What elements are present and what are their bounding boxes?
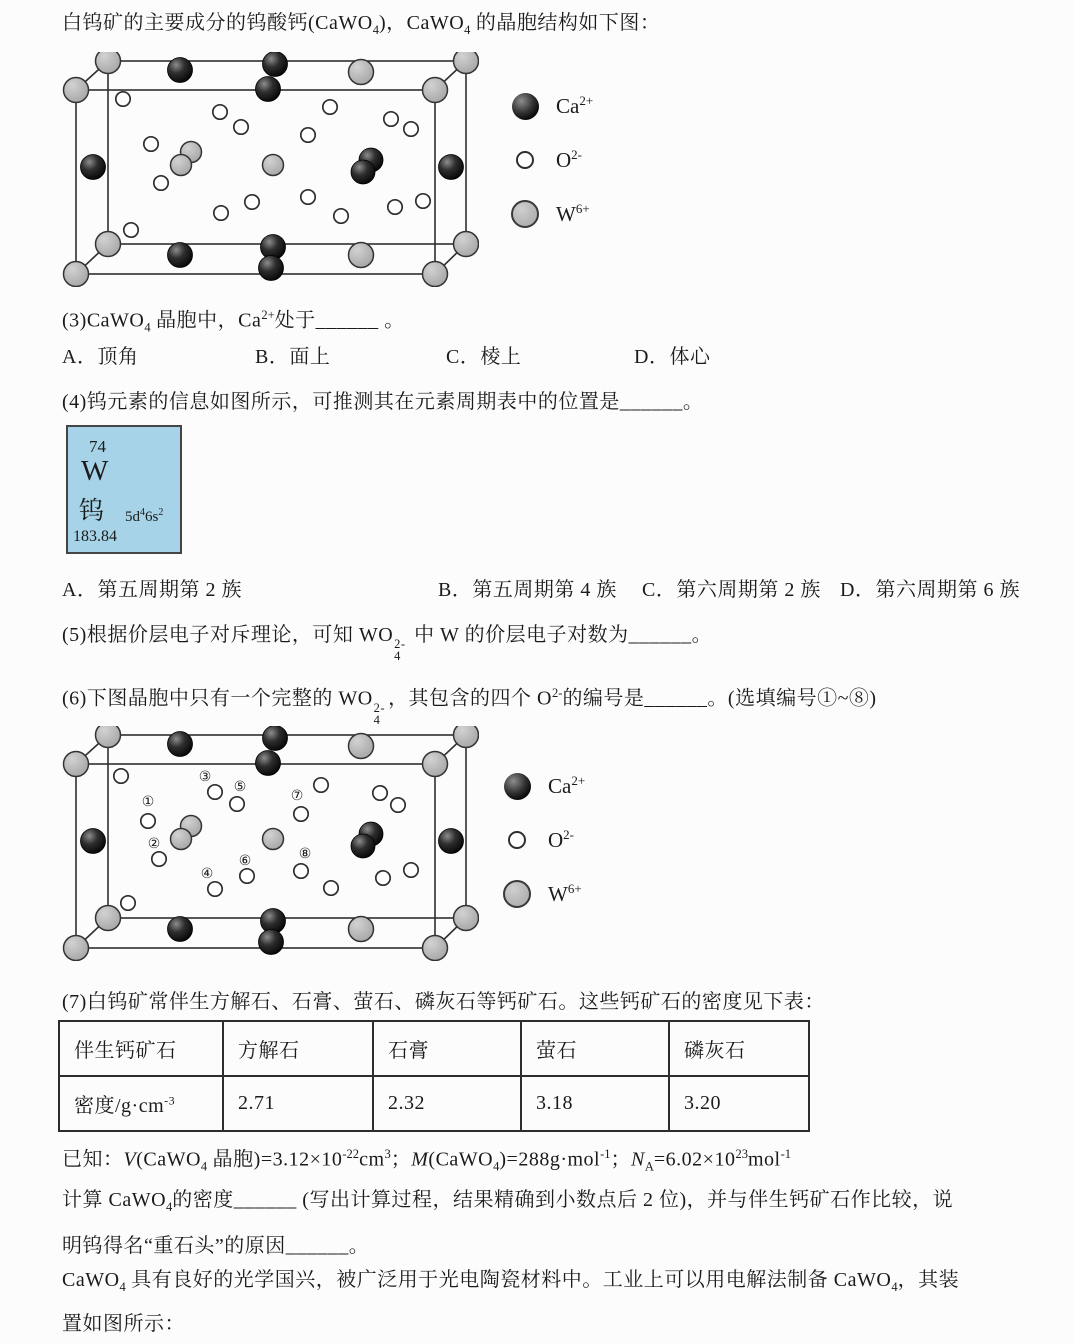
w-sphere <box>263 829 284 850</box>
option-3-d: D．体心 <box>634 346 711 368</box>
option-4-b: B．第五周期第 4 族 <box>438 579 617 601</box>
crystal-cell-diagram-2 <box>58 726 479 961</box>
legend-row-o <box>500 824 585 856</box>
value-cell: 2.32 <box>373 1076 521 1131</box>
o-sphere <box>416 194 430 208</box>
option-4-d: D．第六周期第 6 族 <box>840 579 1020 601</box>
o-sphere-numbered <box>240 869 254 883</box>
o-sphere-icon <box>508 831 526 849</box>
w-sphere-icon <box>511 200 539 228</box>
w-sphere <box>349 734 374 759</box>
w-sphere <box>171 155 192 176</box>
value-cell: 3.20 <box>669 1076 809 1131</box>
w-sphere <box>64 78 89 103</box>
o-sphere-numbered <box>152 852 166 866</box>
ca-sphere <box>439 829 464 854</box>
header-cell: 磷灰石 <box>669 1021 809 1076</box>
w-sphere <box>423 752 448 777</box>
w-sphere <box>171 829 192 850</box>
w-sphere <box>423 262 448 287</box>
table-header-row <box>59 1021 809 1076</box>
tile-symbol: W <box>81 455 109 487</box>
tile-atomic-number: 74 <box>89 437 106 456</box>
o-label-4: ④ <box>200 866 214 882</box>
w-sphere <box>263 155 284 176</box>
legend-w-label: $W^{6+}$ <box>556 201 590 226</box>
o-label-8: ⑧ <box>298 846 312 862</box>
legend-row-o <box>508 144 593 176</box>
w-sphere <box>64 262 89 287</box>
header-cell: 石膏 <box>373 1021 521 1076</box>
o-sphere-numbered <box>208 785 222 799</box>
ca-sphere <box>168 243 193 268</box>
w-sphere <box>454 906 479 931</box>
ca-sphere <box>259 930 284 955</box>
legend-row-w <box>500 878 585 910</box>
o-label-2: ② <box>147 836 161 852</box>
ca-sphere-icon <box>504 773 531 800</box>
closing-text-2: 置如图所示： <box>62 1313 185 1335</box>
element-tile-w <box>66 425 182 554</box>
o-sphere <box>301 128 315 142</box>
question-7-text: (7)白钨矿常伴生方解石、石膏、萤石、磷灰石等钙矿石。这些钙矿石的密度见下表： <box>62 991 825 1013</box>
row-label-cell: 密度$/g\cdot cm^{-3}$ <box>59 1076 223 1131</box>
o-sphere <box>391 798 405 812</box>
o-sphere <box>144 137 158 151</box>
o-sphere <box>116 92 130 106</box>
ca-sphere <box>168 58 193 83</box>
question-4-options <box>0 573 1074 601</box>
tile-electron-config: $5d^46s^2$ <box>125 507 164 525</box>
ca-sphere <box>168 917 193 942</box>
ca-sphere <box>81 829 106 854</box>
o-label-7: ⑦ <box>290 788 304 804</box>
option-4-c: C．第六周期第 2 族 <box>642 579 821 601</box>
ca-sphere <box>351 834 375 858</box>
option-3-a: A．顶角 <box>62 346 139 368</box>
o-sphere <box>404 863 418 877</box>
value-cell: 2.71 <box>223 1076 373 1131</box>
ca-sphere-icon <box>512 93 539 120</box>
calc-instruction-text-1: 计算 CaWO$_4$的密度______ (写出计算过程，结果精确到小数点后 2 位)，并与伴生钙矿石作比较，说 <box>62 1189 954 1214</box>
o-sphere-numbered <box>141 814 155 828</box>
o-sphere <box>314 778 328 792</box>
o-sphere-numbered <box>208 882 222 896</box>
ca-sphere <box>263 52 288 77</box>
o-sphere <box>213 105 227 119</box>
o-sphere-numbered <box>230 797 244 811</box>
o-label-5: ⑤ <box>233 779 247 795</box>
legend-1 <box>508 90 593 252</box>
tile-name: 钨 <box>79 498 105 525</box>
o-sphere <box>245 195 259 209</box>
density-table <box>58 1020 810 1132</box>
legend-ca-label: $Ca^{2+}$ <box>556 93 594 118</box>
w-sphere <box>454 726 479 748</box>
w-sphere <box>64 752 89 777</box>
question-5-text: (5)根据价层电子对斥理论，可知 WO 2- 4 中 W 的价层电子对数为______。 <box>62 624 713 663</box>
question-3-options <box>0 340 1074 368</box>
value-cell: 3.18 <box>521 1076 669 1131</box>
question-4-text: (4)钨元素的信息如图所示，可推测其在元素周期表中的位置是______。 <box>62 391 704 413</box>
legend-o-label: $O^{2-}$ <box>548 827 575 852</box>
header-cell: 伴生钙矿石 <box>59 1021 223 1076</box>
w-sphere-icon <box>503 880 531 908</box>
o-label-6: ⑥ <box>238 853 252 869</box>
option-3-b: B．面上 <box>255 346 331 368</box>
w-sphere <box>96 52 121 74</box>
ca-sphere <box>256 751 281 776</box>
o-sphere <box>373 786 387 800</box>
calc-instruction-text-2: 明钨得名“重石头”的原因______。 <box>62 1235 370 1257</box>
closing-text-1: CaWO$_4$ 具有良好的光学国兴，被广泛用于光电陶瓷材料中。工业上可以用电解法制备 CaWO$_4$，其装 <box>62 1269 960 1294</box>
o-sphere <box>376 871 390 885</box>
legend-row-w <box>508 198 593 230</box>
w-sphere <box>349 60 374 85</box>
o-sphere <box>214 206 228 220</box>
w-sphere <box>96 906 121 931</box>
o-sphere <box>234 120 248 134</box>
legend-row-ca <box>500 770 585 802</box>
o-sphere <box>154 176 168 190</box>
intro-text: 白钨矿的主要成分的钨酸钙(CaWO$_4$)，CaWO$_4$ 的晶胞结构如下图： <box>62 12 661 37</box>
w-sphere <box>423 936 448 961</box>
w-sphere <box>454 232 479 257</box>
header-cell: 萤石 <box>521 1021 669 1076</box>
o-sphere <box>384 112 398 126</box>
ca-sphere <box>439 155 464 180</box>
o-sphere-icon <box>516 151 534 169</box>
crystal-cell-diagram-1 <box>58 52 479 287</box>
legend-w-label: $W^{6+}$ <box>548 881 582 906</box>
w-sphere <box>349 917 374 942</box>
question-3-text: (3)CaWO$_4$ 晶胞中，$Ca^{2+}$处于______ 。 <box>62 308 405 335</box>
w-sphere <box>96 232 121 257</box>
o-sphere <box>404 122 418 136</box>
o-sphere <box>323 100 337 114</box>
question-6-text: (6)下图晶胞中只有一个完整的 WO 2- 4 ，其包含的四个 $O^{2-}$的编号是______。(选填编号①~⑧) <box>62 686 877 727</box>
w-sphere <box>349 243 374 268</box>
o-sphere <box>114 769 128 783</box>
o-sphere <box>301 190 315 204</box>
o-sphere <box>334 209 348 223</box>
o-sphere-numbered <box>294 864 308 878</box>
tile-atomic-mass: 183.84 <box>73 528 117 545</box>
ca-sphere <box>168 732 193 757</box>
o-sphere <box>388 200 402 214</box>
legend-2 <box>500 770 585 932</box>
w-sphere <box>64 936 89 961</box>
ca-sphere <box>81 155 106 180</box>
o-sphere <box>324 881 338 895</box>
o-sphere-numbered <box>294 807 308 821</box>
ca-sphere <box>256 77 281 102</box>
known-values-text: 已知：V(CaWO$_4$ 晶胞)$=3.12\times 10^{-22}cm^3$；M(CaWO$_4$)=288g·mol$^{-1}$；$N_A=6.02\times 10^{23}mol^{-1}$ <box>62 1147 791 1174</box>
legend-row-ca <box>508 90 593 122</box>
o-sphere <box>124 223 138 237</box>
option-4-a: A．第五周期第 2 族 <box>62 579 242 601</box>
legend-ca-label: $Ca^{2+}$ <box>548 773 586 798</box>
w-sphere <box>96 726 121 748</box>
table-value-row <box>59 1076 809 1131</box>
w-sphere <box>423 78 448 103</box>
ca-sphere <box>263 726 288 751</box>
option-3-c: C．棱上 <box>446 346 522 368</box>
ca-sphere <box>259 256 284 281</box>
w-sphere <box>454 52 479 74</box>
header-cell: 方解石 <box>223 1021 373 1076</box>
o-label-1: ① <box>141 794 155 810</box>
o-sphere <box>121 896 135 910</box>
legend-o-label: $O^{2-}$ <box>556 147 583 172</box>
o-label-3: ③ <box>198 769 212 785</box>
ca-sphere <box>351 160 375 184</box>
